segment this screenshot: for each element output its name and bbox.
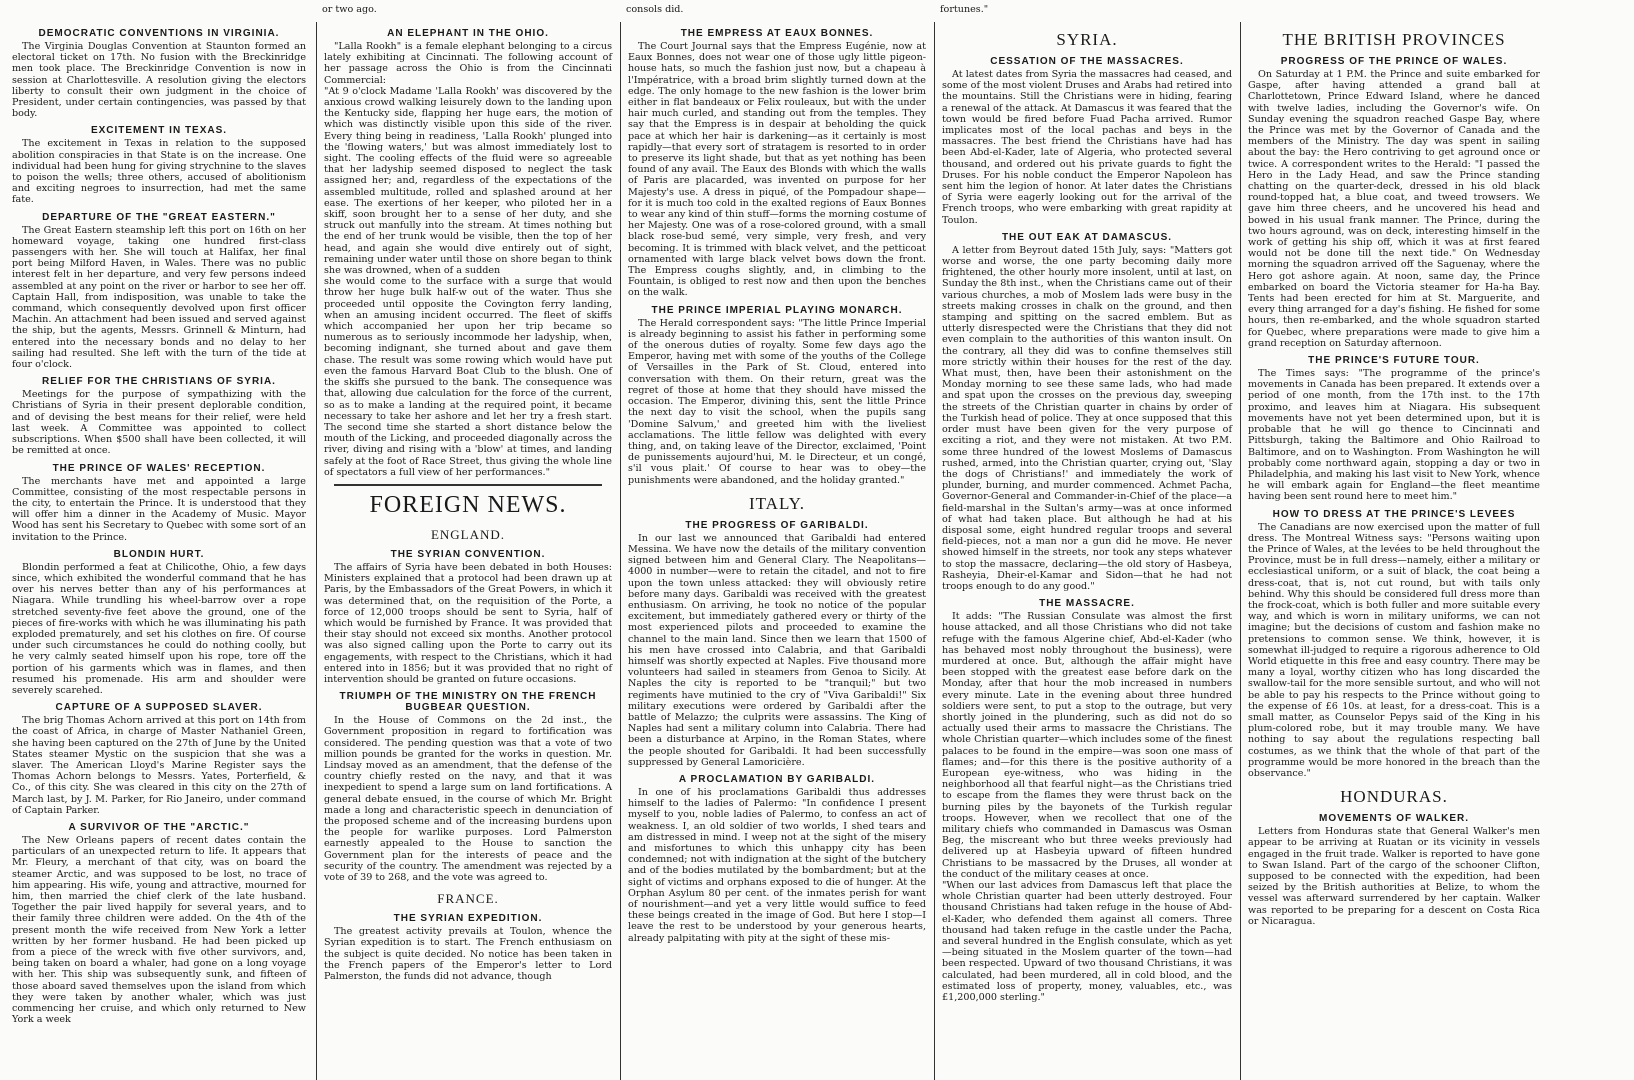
article-headline: MOVEMENTS OF WALKER. [1319,813,1469,825]
article-body: The Court Journal says that the Empress Eugénie, now at Eaux Bonnes, does not wear one of those ugly little pigeon-house hats, so much the fashion just now, but a chapeau à l'Impératrice, with a broad brim slightly turned down at the edge. The only homage to the new fashion is the lower brim either in flat bandeaux or Felix rouleaux, but with the under hair much curled, and standing out from the temples. They say that the Empress is in despair at beholding the quick pace at which her hair is darkening—as it certainly is most rapidly—that every sort of stratagem is resorted to in order to preserve its light shade, but that as yet nothing has been found of any avail. The Eaux des Blonds with which the walls of Paris are placarded, was invented on purpose for her Majesty's use. A dress in piqué, of the Pompadour shape—for it is much too cold in the exalted regions of Eaux Bonnes to wear any kind of thin stuff—forms the morning costume of her Majesty. One was of a rose-colored ground, with a small black rose-bud semé, very simple, very fresh, and very becoming. It is trimmed with black velvet, and the petticoat ornamented with large black velvet bows down the front. The Empress coughs slightly, and, in climbing to the Fountain, is obliged to rest now and then upon the benches on the walk. [628,41,926,299]
column-rule [1240,22,1241,1080]
article-body: "At 9 o'clock Madame 'Lalla Rookh' was discovered by the anxious crowd walking leisurely down to the landing upon the Kentucky side, flapping her huge ears, the motion of which was distinctly visible upon this side of the river. Every thing being in readiness, 'Lalla Rookh' plunged into the 'flowing waters,' but was almost immediately lost to sight. The cooling effects of the fluid were so agreeable that her ladyship seemed disposed to neglect the task assigned her; and, regardless of the expectations of the assembled multitude, rolled and splashed around at her ease. The exertions of her keeper, who piloted her in a skiff, soon brought her to a sense of her duty, and she struck out manfully into the stream. At times nothing but the end of her trunk would be visible, then the top of her head, and again she would dive entirely out of sight, remaining under water until those on shore began to think she was drowned, when of a sudden [324,85,612,277]
article-body: On Saturday at 1 P.M. the Prince and suite embarked for Gaspe, after having attended a grand ball at Charlottetown, Prince Edward Island, where he danced with twelve ladies, including the Governor's wife. On Sunday evening the squadron reached Gaspe Bay, where the Prince was met by the Governor of Canada and the members of the Ministry. The day was spent in sailing about the bay: the Hero contriving to get aground once or twice. A correspondent writes to the Herald: "I passed the Hero in the Lady Head, and saw the Prince standing chatting on the quarter-deck, dressed in his old black round-topped hat, a blue coat, and tweed trowsers. We gave him three cheers, and he uncovered his head and bowed in his usual frank manner. The Prince, during the two hours aground, was on deck, interesting himself in the work of getting his ship off, which it was at first feared would not be done till the next tide." On Wednesday morning the squadron arrived off the Saguenay, where the Hero got ashore again. At noon, same day, the Prince embarked on board the Victoria steamer for Ha-ha Bay. Tents had been erected for him at St. Marguerite, and every thing arranged for a day's fishing. He fished for some hours, then re-embarked, and the whole squadron started for Quebec, where preparations were made to give him a grand reception on Saturday afternoon. [1248,69,1540,349]
article-headline: THE PRINCE IMPERIAL PLAYING MONARCH. [651,304,903,316]
article-headline: PROGRESS OF THE PRINCE OF WALES. [1280,56,1508,67]
article-headline: BLONDIN HURT. [113,548,205,560]
article-body: The Herald correspondent says: "The little Prince Imperial is already beginning to assist his father in performing some of the onerous duties of royalty. Some few days ago the Emperor, having met with some of the youths of the College of Versailles in the Park of St. Cloud, entered into conversation with them. On their return, great was the regret of those at home that they should have missed the occasion. The Emperor, divining this, sent the little Prince the next day to visit the school, when the pupils sang 'Domine Salvum,' and greeted him with the liveliest acclamations. The little fellow was delighted with every thing, and, on taking leave of the Director, exclaimed, 'Point de punissements aujourd'hui, M. le Directeur, et un congé, s'il vous plait.' Of course to hear was to obey—the punishments were abandoned, and the holiday granted." [628,317,926,486]
column-1 [6,22,312,1080]
article-headline: THE SYRIAN CONVENTION. [390,548,546,560]
article-headline: AN ELEPHANT IN THE OHIO. [387,28,549,39]
article-body: The Virginia Douglas Convention at Staunton formed an electoral ticket on 17th. No fusion with the Breckinridge men took place. The Breckinridge Convention is now in session at Charlottesville. A resolution giving the electors liberty to consult their own judgment in the choice of President, under certain contingencies, was passed by that body. [12,41,306,120]
article-body: The excitement in Texas in relation to the supposed abolition conspiracies in that State is on the increase. One individual had been hung for giving strychnine to the slaves to poison the wells; three others, accused of abolitionism and exciting negroes to insurrection, had met the same fate. [12,138,306,206]
article-body: The New Orleans papers of recent dates contain the particulars of an unexpected return to life. It appears that Mr. Fleury, a merchant of that city, was on board the steamer Arctic, and was supposed to be lost, no trace of him appearing. His wife, young and attractive, mourned for him, then married the chief clerk of the late husband. Together the pair lived happily for several years, and to their family three children were added. On the 4th of the present month the wife received from New York a letter written by her former husband. He had been picked up from a piece of the wreck with five other survivors, and, being taken on board a whaler, had gone on a long voyage with her. This ship was subsequently sunk, and fifteen of those aboard saved themselves upon the island from which they were taken by another whaler, which was just commencing her cruise, and which only returned to New York a week [12,834,306,1026]
section-title: HONDURAS. [1340,787,1448,807]
column-2-overhang: or two ago. [322,4,377,15]
article-headline: RELIEF FOR THE CHRISTIANS OF SYRIA. [42,376,276,388]
article-body: A letter from Beyrout dated 15th July, says: "Matters got worse and worse, the one party becoming daily more frightened, the other hourly more insolent, until at last, on Sunday the 8th inst., when the Christians came out of their various churches, a mob of Moslem lads were busy in the streets making crosses in chalk on the ground, and then stamping and spitting on the sacred emblem. But as utterly disrespected were the Christians that they did not even complain to the authorities of this wanton insult. On the contrary, all they did was to confine themselves still more strictly within their houses for the rest of the day. What must, then, have been their astonishment on the Monday morning to see these same lads, who had made and spat upon the crosses on the previous day, sweeping the streets of the Christian quarter in chains by order of the Turkish head of police. They at once supposed that this order must have been given for the very purpose of exciting a riot, and they were not mistaken. At two P.M. some three hundred of the lowest Moslems of Damascus rushed, armed, into the Christian quarter, crying out, 'Slay the dogs of Christians!' and immediately the work of plunder, burning, and murder commenced. Achmet Pacha, Governor-General and Commander-in-Chief of the place—a field-marshal in the Sultan's army—was at once informed of what had taken place. But although he had at his disposal some, eight hundred regular troops and several field-pieces, not a man nor a gun did he move. He never showed himself in the streets, nor took any steps whatever to stop the massacre, declaring—the old story of Hasbeya, Rasheyia, Dheir-el-Kamar and Sidon—that he had not troops enough to do any good." [942,244,1232,592]
article-body: Meetings for the purpose of sympathizing with the Christians of Syria in their present deplorable condition, and of devising the best means for their relief, were held last week. A Committee was appointed to collect subscriptions. When $500 shall have been collected, it will be remitted at once. [12,389,306,457]
article-body: It adds: "The Russian Consulate was almost the first house attacked, and all those Christians who did not take refuge with the famous Algerine chief, Abd-el-Kader (who has behaved most nobly throughout the business), were murdered at once. But, although the affair might have been stopped with the greatest ease before dark on the Monday, after that hour the mob increased in numbers every minute. Late in the evening about three hundred soldiers were sent, to put a stop to the outrage, but very shortly joined in the plundering, such as did not do so actually used their arms to massacre the Christians. The whole Christian quarter—which includes some of the finest palaces to be found in the empire—was soon one mass of flames; and—for this there is the positive authority of a European eye-witness, who was hiding in the neighborhood all that fearful night—as the Christians tried to escape from the flames they were thrust back on the burning piles by the bayonets of the Turkish regular troops. However, when we recollect that one of the military chiefs who commanded in Damascus was Osman Beg, the miscreant who but three weeks previously had delivered up at Hasbeyia upward of fifteen hundred Christians to be massacred by the Druses, all wonder at the conduct of the military ceases at once. [942,611,1232,880]
column-3 [622,22,932,1080]
column-5 [1242,22,1546,1080]
article-body: "Lalla Rookh" is a female elephant belonging to a circus lately exhibiting at Cincinnati. The following account of her passage across the Ohio is from the Cincinnati Commercial: [324,41,612,86]
article-headline: THE SYRIAN EXPEDITION. [393,913,543,925]
article-headline: HOW TO DRESS AT THE PRINCE'S LEVEES [1272,508,1516,520]
article-body: In our last we announced that Garibaldi had entered Messina. We have now the details of the military convention signed between him and General Clary. The Neapolitans—4000 in number—were to retain the citadel, and not to fire upon the town unless attacked: they will obviously retire before many days. Garibaldi was received with the greatest enthusiasm. On arriving, he took no notice of the popular excitement, but immediately gathered every or thirty of the most experienced pilots and proceeded to examine the channel to the main land. Since then we learn that 1500 of his men have crossed into Calabria, and that Garibaldi himself was shortly expected at Naples. Five thousand more volunteers had sailed in steamers from Genoa to Sicily. At Naples the city is reported to be "tranquil;" but two regiments have mutinied to the cry of "Viva Garibaldi!" Six military executions were ordered by Garibaldi after the battle of Melazzo; the culprits were assassins. The King of Naples had sent a military column into Calabria. There had been a disturbance at Arpino, in the Roman States, where the people shouted for Garibaldi. It had been successfully suppressed by General Lamoricière. [628,532,926,768]
article-headline: A SURVIVOR OF THE "ARCTIC." [68,821,250,833]
article-headline: CAPTURE OF A SUPPOSED SLAVER. [55,702,263,714]
article-body: The Canadians are now exercised upon the matter of full dress. The Montreal Witness says: "Persons waiting upon the Prince of Wales, at the levées to be held throughout the Province, must be in full dress—namely, either a military or ecclesiastical uniform, or a suit of black, the coat being a dress-coat, that is, not cut round, but with tails only behind. Why this should be considered full dress more than the frock-coat, which is both fuller and more suitable every way, and which is worn in military uniforms, we can not imagine; but the decisions of custom and fashion make no pretensions to common sense. We think, however, it is somewhat ill-judged to require a rigorous adherence to Old World etiquette in this free and easy country. There may be many a loyal, worthy citizen who has long discarded the swallow-tail for the more sensible surtout, and who will not be able to pay his respects to the Prince without going to the expense of £6 10s. at least, for a dress-coat. This is a small matter, as Counselor Pepys said of the King in his plum-colored robe, but it may trouble many. We have nothing to say about the regulations respecting ball costumes, as we think that the whole of that part of the programme would be more honored in the breach than the observance." [1248,521,1540,779]
article-body: "When our last advices from Damascus left that place the whole Christian quarter had been utterly destroyed. Four thousand Christians had taken refuge in the house of Abd-el-Kader, who defended them against all comers. Three thousand had taken refuge in the castle under the Pacha, and several hundred in the English consulate, which as yet—being situated in the Moslem quarter of the town—had been respected. Upward of two thousand Christians, it was calculated, had been murdered, all in cold blood, and the estimated loss of property, money, valuables, etc., was £1,200,000 sterling." [942,880,1232,1004]
country-heading: ENGLAND. [430,526,506,542]
column-rule [620,22,621,1080]
column-2 [318,22,618,1080]
article-body: she would come to the surface with a surge that would throw her huge bulk half-w out of the water. Thus she proceeded until opposite the Covington ferry landing, when an amusing incident occurred. The fleet of skiffs which accompanied her upon her trip became so numerous as to seriously incommode her ladyship, when, becoming indignant, she turned about and gave them chase. The result was some rowing which would have put even the famous Harvard Boat Club to the blush. One of the skiffs she pursued to the bank. The consequence was that, allowing due calculation for the force of the current, so as to make a landing at the required point, it became necessary to take her ashore and let her try a fresh start. The second time she started a short distance below the mouth of the Licking, and proceeded diagonally across the river, diving and rising with a 'blow' at times, and landing safely at the foot of Race Street, thus giving the whole line of spectators a full view of her performances." [324,276,612,478]
article-body: The Times says: "The programme of the prince's movements in Canada has been prepared. It extends over a period of one month, from the 17th inst. to the 17th proximo, and leaves him at Niagara. His subsequent movements have not yet been determined upon, but it is probable that he will go thence to Cincinnati and Pittsburgh, taking the Baltimore and Ohio Railroad to Baltimore, and on to Washington. From Washington he will probably come northward again, stopping a day or two in Philadelphia, and making his last visit to New York, whence he will embark again for England—the fleet meantime having been sent round here to meet him." [1248,368,1540,503]
article-headline: CESSATION OF THE MASSACRES. [990,56,1184,67]
article-headline: EXCITEMENT IN TEXAS. [90,125,228,137]
article-headline: THE OUT EAK AT DAMASCUS. [1001,231,1173,243]
column-4-overhang: fortunes." [940,4,989,15]
article-body: The Great Eastern steamship left this port on 16th on her homeward voyage, taking one hundred first-class passengers with her. She will touch at Halifax, her final port being Milford Haven, in Wales. There was no public interest felt in her departure, and very few persons indeed assembled at any point on the river or harbor to see her off. Captain Hall, from indisposition, was unable to take the command, which consequently devolved upon first officer Machin. An attachment had been issued and served against the ship, but the agents, Messrs. Grinnell & Minturn, had entered into the necessary bonds and no delay to her sailing had resulted. She left with the turn of the tide at four o'clock. [12,224,306,371]
column-3-overhang: consols did. [626,4,684,15]
article-body: The merchants have met and appointed a large Committee, consisting of the most respectable persons in the city, to entertain the Prince. It is understood that they will offer him a dinner in the Academy of Music. Mayor Wood has sent his Secretary to Quebec with some sort of an invitation to the Prince. [12,475,306,543]
article-headline: THE PROGRESS OF GARIBALDI. [685,519,869,531]
foreign-news-title: FOREIGN NEWS. [369,491,567,518]
article-body: The greatest activity prevails at Toulon, whence the Syrian expedition is to start. The French enthusiasm on the subject is quite decided. No notice has been taken in the French papers of the Emperor's letter to Lord Palmerston, the funds did not advance, though [324,926,612,983]
article-body: In one of his proclamations Garibaldi thus addresses himself to the ladies of Palermo: "In confidence I present myself to you, noble ladies of Palermo, to confess an act of weakness. I, an old soldier of two worlds, I shed tears and am distressed in mind. I weep not at the sight of the misery and misfortunes to which this unhappy city has been condemned; not with indignation at the sight of the butchery and of the bodies mutilated by the bombardment; but at the sight of victims and orphans exposed to die of hunger. At the Orphan Asylum 80 per cent. of the inmates perish for want of nourishment—and yet a very little would suffice to feed these beings created in the image of God. But here I stop—I leave the rest to be understood by your generous hearts, already palpitating with pity at the sight of these mis- [628,786,926,944]
article-body: The brig Thomas Achorn arrived at this port on 14th from the coast of Africa, in charge of Master Nathaniel Green, she having been captured on the 27th of June by the United States steamer Mystic on the suspicion that she was a slaver. The American Lloyd's Marine Register says the Thomas Achorn belongs to Messrs. Yates, Porterfield, & Co., of this city. She was cleared in this city on the 27th of March last, by J. M. Parker, for Rio Janeiro, under command of Captain Parker. [12,715,306,816]
article-headline: THE EMPRESS AT EAUX BONNES. [680,28,874,39]
article-headline: A PROCLAMATION BY GARIBALDI. [678,773,876,785]
column-rule [316,22,317,1080]
section-title: THE BRITISH PROVINCES [1282,30,1506,49]
article-headline: THE PRINCE'S FUTURE TOUR. [1308,355,1480,367]
column-4 [936,22,1238,1080]
article-headline: TRIUMPH OF THE MINISTRY ON THE FRENCH BUGBEAR QUESTION. [339,691,597,714]
section-title: SYRIA. [1056,30,1118,49]
country-heading: ITALY. [749,493,805,513]
article-body: The affairs of Syria have been debated in both Houses: Ministers explained that a protocol had been drawn up at Paris, by the Embassadors of the Great Powers, in which it was determined that, on the requisition of the Porte, a force of 12,000 troops should be sent to Syria, half of which would be furnished by France. It was provided that their stay should not exceed six months. Another protocol was also signed calling upon the Porte to carry out its engagements, with respect to the Christians, which it had entered into in 1856; but it was provided that no right of intervention should be granted on future occasions. [324,561,612,685]
article-body: At latest dates from Syria the massacres had ceased, and some of the most violent Druses and Arabs had retired into the mountains. Still the Christians were in hiding, fearing a renewal of the attack. At Damascus it was feared that the town would be fired before Fuad Pacha arrived. Rumor implicates most of the local pachas and beys in the massacres. The best friend the Christians have had has been Abd-el-Kader, late of Algeria, who protected several thousand, and ordered out his private guards to fight the Druses. For his noble conduct the Emperor Napoleon has sent him the legion of honor. At later dates the Christians of Syria were eagerly looking out for the arrival of the French troops, who were embarking with great rapidity at Toulon. [942,69,1232,226]
column-rule [934,22,935,1080]
article-headline: DEPARTURE OF THE "GREAT EASTERN." [42,211,276,223]
article-body: In the House of Commons on the 2d inst., the Government proposition in regard to fortification was considered. The pending question was that a vote of two million pounds be granted for the works in question. Mr. Lindsay moved as an amendment, that the defense of the country chiefly rested on the navy, and that it was inexpedient to spend a large sum on land fortifications. A general debate ensued, in the course of which Mr. Bright made a long and characteristic speech in denunciation of the proposed scheme and of the increasing burdens upon the people for warlike purposes. Lord Palmerston earnestly appealed to the House to sanction the Government plan for the interests of peace and the security of the country. The amendment was rejected by a vote of 39 to 268, and the vote was agreed to. [324,715,612,883]
country-heading: FRANCE. [437,891,499,907]
article-body: Letters from Honduras state that General Walker's men appear to be arriving at Ruatan or its vicinity in vessels engaged in the fruit trade. Walker is reported to have gone to Swan Island. Part of the cargo of the schooner Clifton, supposed to be connected with the expedition, had been seized by the British authorities at Belize, to whom the vessel was afterward surrendered by her captain. Walker was reported to be preparing for a descent on Costa Rica or Nicaragua. [1248,826,1540,927]
article-headline: THE MASSACRE. [1039,598,1135,610]
article-headline: THE PRINCE OF WALES' RECEPTION. [52,462,266,474]
article-body: Blondin performed a feat at Chilicothe, Ohio, a few days since, which exhibited the wonderful command that he has over his nerves better than any of his performances at Niagara. While trundling his wheel-barrow over a rope stretched seventy-five feet above the ground, one of the pieces of fire-works with which he was illuminating his path exploded prematurely, and set his clothes on fire. Of course under such circumstances he could do nothing coolly, but he very calmly seated himself upon his rope, tore off the portion of his garments which was in flames, and then resumed his promenade. His arm and shoulder were severely scarehed. [12,561,306,696]
section-rule [334,484,602,486]
article-headline: DEMOCRATIC CONVENTIONS IN VIRGINIA. [38,28,280,39]
